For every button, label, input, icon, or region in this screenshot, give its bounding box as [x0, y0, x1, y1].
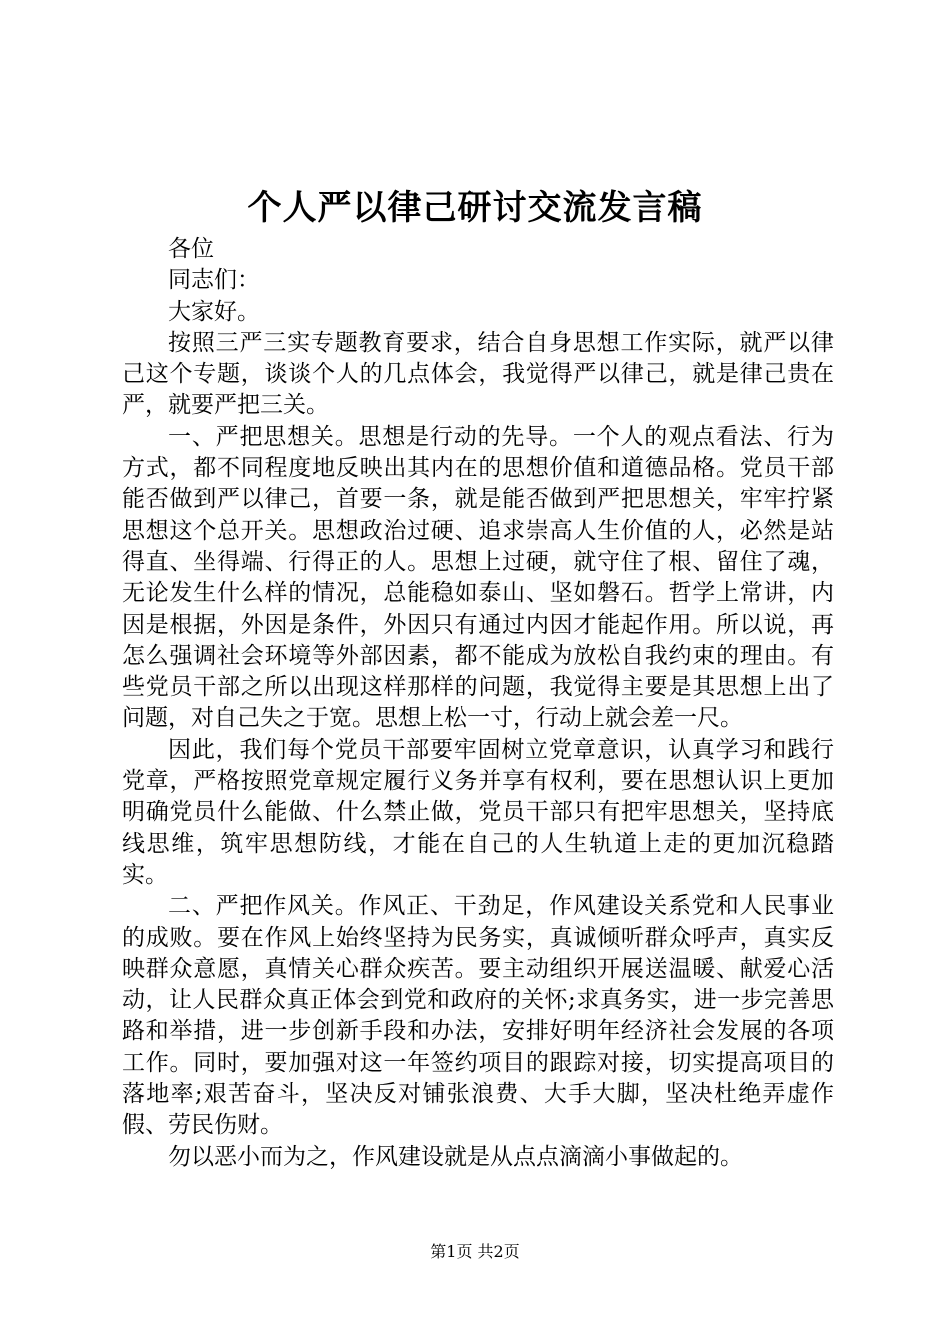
body-paragraph: 按照三严三实专题教育要求，结合自身思想工作实际，就严以律己这个专题，谈谈个人的几点体会，我觉得严以律己，就是律己贵在严，就要严把三关。 — [122, 329, 834, 419]
salutation-line: 各位 — [168, 236, 214, 262]
body-paragraph: 二、严把作风关。作风正、干劲足，作风建设关系党和人民事业的成败。要在作风上始终坚持为民务实，真诚倾听群众呼声，真实反映群众意愿，真情关心群众疾苦。要主动组织开展送温暖、献爱心活动，让人民群众真正体会到党和政府的关怀;求真务实，进一步完善思路和举措，进一步创新手段和办法，安排好明年经济社会发展的各项工作。同时，要加强对这一年签约项目的跟踪对接，切实提高项目的落地率;艰苦奋斗，坚决反对铺张浪费、大手大脚，坚决杜绝弄虚作假、劳民伤财。 — [122, 893, 834, 1139]
document-body — [122, 234, 834, 1173]
document-title: 个人严以律己研讨交流发言稿 — [247, 188, 703, 228]
page-number-footer: 第1页 共2页 — [430, 1242, 520, 1261]
greeting-line: 大家好。 — [168, 298, 260, 325]
body-paragraph: 勿以恶小而为之，作风建设就是从点点滴滴小事做起的。 — [168, 1143, 743, 1170]
body-paragraph: 一、严把思想关。思想是行动的先导。一个人的观点看法、行为方式，都不同程度地反映出其内在的思想价值和道德品格。党员干部能否做到严以律己，首要一条，就是能否做到严把思想关，牢牢拧紧思想这个总开关。思想政治过硬、追求崇高人生价值的人，必然是站得直、坐得端、行得正的人。思想上过硬，就守住了根、留住了魂，无论发生什么样的情况，总能稳如泰山、坚如磐石。哲学上常讲，内因是根据，外因是条件，外因只有通过内因才能起作用。所以说，再怎么强调社会环境等外部因素，都不能成为放松自我约束的理由。有些党员干部之所以出现这样那样的问题，我觉得主要是其思想上出了问题，对自己失之于宽。思想上松一寸，行动上就会差一尺。 — [122, 423, 834, 732]
body-paragraph: 因此，我们每个党员干部要牢固树立党章意识，认真学习和践行党章，严格按照党章规定履行义务并享有权利，要在思想认识上更加明确党员什么能做、什么禁止做，党员干部只有把牢思想关，坚持底线思维，筑牢思想防线，才能在自己的人生轨道上走的更加沉稳踏实。 — [122, 736, 834, 888]
salutation-line: 同志们： — [168, 267, 260, 294]
